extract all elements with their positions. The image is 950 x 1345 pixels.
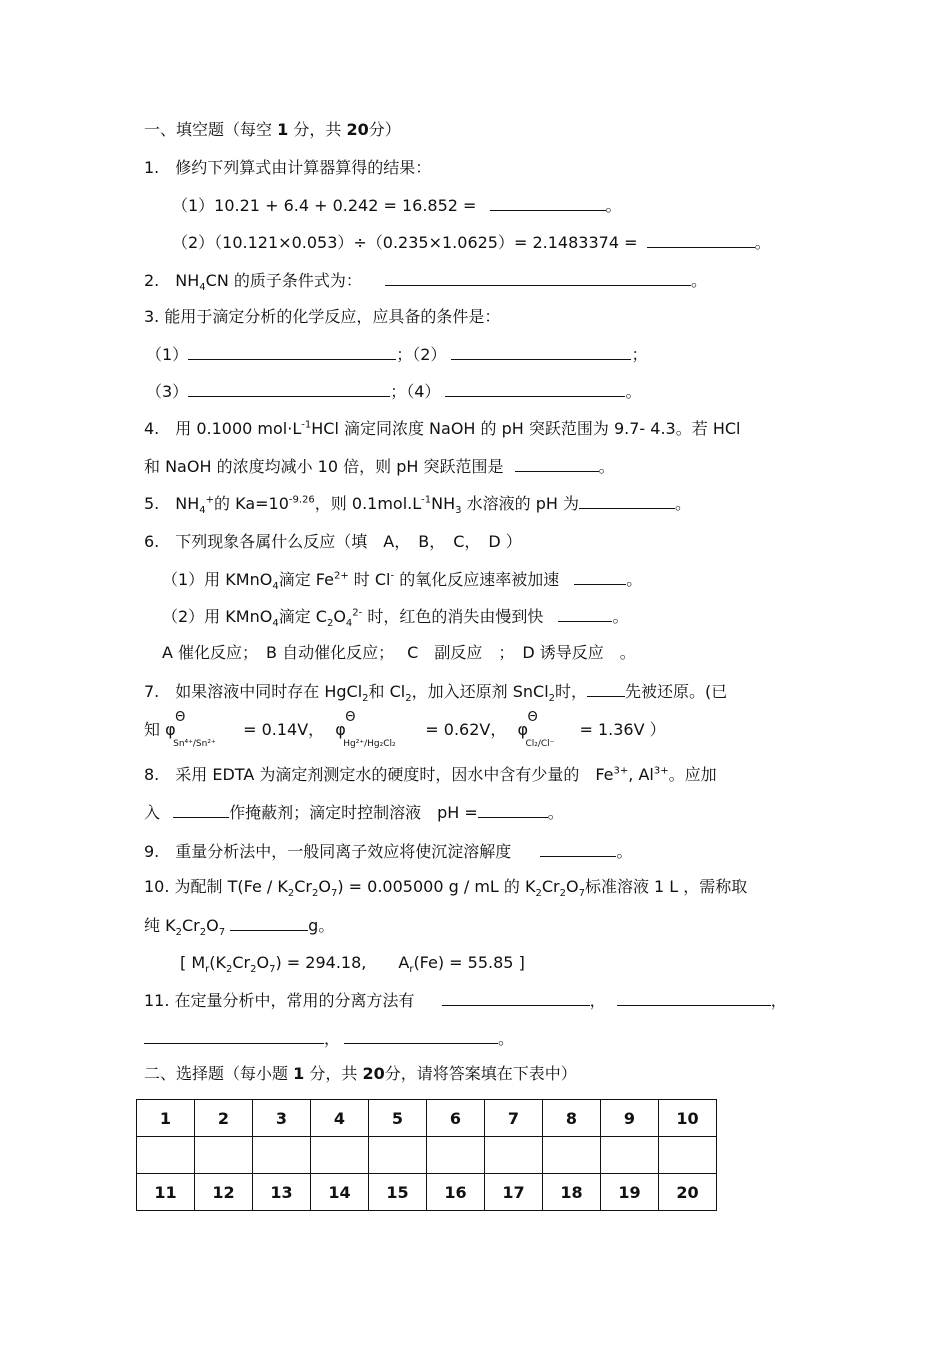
q10-l3s2: 2 <box>226 964 233 976</box>
q10-l2c: O <box>206 916 219 935</box>
section-2-title-text-2: 分，共 <box>309 1064 358 1083</box>
q6-p1-d: 的氧化反应速率被加速 <box>394 570 560 589</box>
theta-icon: Θ <box>175 710 186 725</box>
q6-part1-end: 。 <box>626 570 643 589</box>
q6-p1-c: 时 Cl <box>348 570 391 589</box>
q10-l2s2: 2 <box>199 927 207 939</box>
q10-l3e: ) = 294.18, A <box>275 953 410 972</box>
answer-number: 13 <box>253 1174 311 1211</box>
q10-l3s5: r <box>409 964 414 976</box>
q11-blank-1[interactable] <box>442 989 590 1006</box>
q5-text-d: NH <box>431 494 456 513</box>
q11-text: 11. 在定量分析中，常用的分离方法有 <box>144 991 415 1010</box>
q4-end: 。 <box>598 457 615 476</box>
q7-sub: 2 <box>362 693 369 705</box>
answer-number: 3 <box>253 1100 311 1137</box>
q1-part1-blank[interactable] <box>490 194 606 211</box>
answer-number: 19 <box>601 1174 659 1211</box>
q11-blank-2[interactable] <box>617 989 771 1006</box>
q2-end: 。 <box>690 271 707 290</box>
q7-blank[interactable] <box>587 680 625 697</box>
section-1-title-text-2: 分，共 <box>293 120 342 139</box>
answer-cell[interactable] <box>427 1137 485 1174</box>
q2-text-b: CN 的质子条件式为： <box>205 271 362 290</box>
q10-l2s1: 2 <box>175 927 182 939</box>
q6-part1 <box>162 568 642 591</box>
q4-text-b: HCl 滴定同浓度 NaOH 的 pH 突跃范围为 9.7- 4.3。若 HCl <box>311 419 741 438</box>
q11-blank-3[interactable] <box>144 1027 324 1044</box>
q9-blank[interactable] <box>540 840 616 857</box>
q5-sub2: 3 <box>455 505 462 517</box>
q3-blank-1[interactable] <box>188 343 396 360</box>
q7-text-c: ，加入还原剂 SnCl <box>411 682 549 701</box>
q5-sup2: -9.26 <box>288 494 315 506</box>
q8-text-a: 8. 采用 EDTA 为滴定剂测定水的硬度时，因水中含有少量的 Fe <box>144 765 614 784</box>
q3-semi: ； <box>631 345 648 364</box>
answer-number: 7 <box>485 1100 543 1137</box>
q1-part2 <box>172 231 771 254</box>
theta-icon: Θ <box>527 710 538 725</box>
q6-p2-d: 时，红色的消失由慢到快 <box>362 607 544 626</box>
q4-line1 <box>144 418 740 440</box>
q3-label-1: （1） <box>146 345 189 364</box>
answer-number: 1 <box>137 1100 195 1137</box>
q10-l3f: (Fe) = 55.85 ] <box>413 953 525 972</box>
q10-d: ) = 0.005000 g / mL 的 K <box>337 877 536 896</box>
q1-part1-text: （1）10.21 + 6.4 + 0.242 = 16.852 = <box>172 196 477 215</box>
q10-l3b: (K <box>209 953 226 972</box>
q1-part2-blank[interactable] <box>647 231 755 248</box>
q7-know: 知 <box>144 720 161 739</box>
q10-s5: 2 <box>559 888 566 900</box>
q10-s1: 2 <box>287 888 295 900</box>
q10-c: O <box>318 877 331 896</box>
q2-sub: 4 <box>199 282 206 294</box>
answer-number: 17 <box>485 1174 543 1211</box>
q8-sup2: 3+ <box>653 765 669 777</box>
q2 <box>144 269 707 292</box>
q7-potential-1 <box>165 710 243 749</box>
q3-blank-3[interactable] <box>188 380 390 397</box>
q10-g: 标准溶液 1 L ，需称取 <box>584 877 748 896</box>
answer-number: 15 <box>369 1174 427 1211</box>
q7-potential-2 <box>335 710 425 749</box>
answer-header-row-1 <box>137 1100 717 1137</box>
q2-blank[interactable] <box>385 269 691 286</box>
q10-e: Cr <box>541 877 560 896</box>
q8-blank-2[interactable] <box>478 801 548 818</box>
q1-part1 <box>172 194 622 217</box>
q4-sup: -1 <box>301 419 312 431</box>
answer-number: 2 <box>195 1100 253 1137</box>
q10-s2: 2 <box>312 888 319 900</box>
q8-text-c: 。应加 <box>668 765 717 784</box>
q4-line2 <box>144 455 615 478</box>
q5-end: 。 <box>674 494 691 513</box>
q6-p2-sub2: 2 <box>326 618 334 630</box>
q5-sub: 4 <box>199 505 206 517</box>
q3-blank-4[interactable] <box>445 380 625 397</box>
q10-l3d: O <box>256 953 270 972</box>
q11-end: 。 <box>498 1029 515 1048</box>
q10-line2 <box>144 914 334 937</box>
q3-row1 <box>146 343 647 366</box>
q1-part2-end: 。 <box>754 233 771 252</box>
answer-number: 10 <box>659 1100 717 1137</box>
answer-number: 9 <box>601 1100 659 1137</box>
q5-text-e: 水溶液的 pH 为 <box>461 494 579 513</box>
q7-text-d: 时， <box>555 682 588 701</box>
q6-p2-sub3: 4 <box>345 618 353 630</box>
q1-part2-text: （2）（10.121×0.053）÷（0.235×1.0625）= 2.1483374 = <box>172 233 638 252</box>
q8-sup1: 3+ <box>613 765 629 777</box>
q10-l3c: Cr <box>232 953 251 972</box>
q1-part1-end: 。 <box>605 196 622 215</box>
answer-header-row-2 <box>137 1174 717 1211</box>
q10-b: Cr <box>294 877 312 896</box>
q6-p1-sup2: - <box>390 570 395 582</box>
q5-blank[interactable] <box>579 492 675 509</box>
q11-comma-3: ， <box>324 1029 341 1048</box>
q6-p1-b: 滴定 Fe <box>278 570 334 589</box>
answer-cell[interactable] <box>543 1137 601 1174</box>
q7-sub2: 2 <box>405 693 412 705</box>
q6-p1-a: （1）用 KMnO <box>162 570 273 589</box>
q9 <box>144 840 632 863</box>
answer-number: 4 <box>311 1100 369 1137</box>
q7-text-e: 先被还原。(已 <box>625 682 728 701</box>
section-2-title-text-3: 分，请将答案填在下表中） <box>384 1064 577 1083</box>
answer-cell[interactable] <box>253 1137 311 1174</box>
q7-line2 <box>144 710 666 749</box>
phi-symbol: φ <box>165 720 176 739</box>
answer-number: 14 <box>311 1174 369 1211</box>
q11-line2 <box>144 1027 514 1050</box>
q10-l2d: g。 <box>308 916 335 935</box>
q10-l3s4: 7 <box>269 964 276 976</box>
q6-part2-blank[interactable] <box>558 605 612 622</box>
answer-cell[interactable] <box>601 1137 659 1174</box>
q2-text-a: 2. NH <box>144 271 200 290</box>
answer-cell[interactable] <box>195 1137 253 1174</box>
q10-a: 10. 为配制 T(Fe / K <box>144 877 288 896</box>
q5-sup: + <box>205 494 215 506</box>
phi-symbol: φ <box>517 720 529 739</box>
q7-couple-2: Hg²⁺/Hg₂Cl₂ <box>343 739 396 749</box>
answer-cell[interactable] <box>311 1137 369 1174</box>
q10-l3s3: 2 <box>250 964 257 976</box>
q6-p1-sup: 2+ <box>333 570 349 582</box>
q6-part1-blank[interactable] <box>574 568 626 585</box>
q7-line1 <box>144 680 727 703</box>
q6-p2-b: 滴定 C <box>278 607 327 626</box>
section-1-points: 1 <box>277 120 289 139</box>
answer-number: 12 <box>195 1174 253 1211</box>
q5-text-c: ，则 0.1mol.L <box>314 494 422 513</box>
q11-blank-4[interactable] <box>344 1027 498 1044</box>
q7-sub3: 2 <box>548 693 556 705</box>
q8-text-l2b: 作掩蔽剂；滴定时控制溶液 pH = <box>229 803 478 822</box>
q3-label-2: ；（2） <box>396 345 447 364</box>
q10-l2b: Cr <box>181 916 200 935</box>
q10-blank[interactable] <box>230 914 308 931</box>
q6-p2-c: O <box>333 607 346 626</box>
phi-symbol: φ <box>335 720 346 739</box>
q10-s4: 2 <box>535 888 542 900</box>
answer-number: 6 <box>427 1100 485 1137</box>
q8-text-l2a: 入 <box>144 803 161 822</box>
q5-sup3: -1 <box>421 494 432 506</box>
section-1-title <box>144 119 401 141</box>
q10-line1 <box>144 876 747 898</box>
q7-couple-1: Sn⁴⁺/Sn²⁺ <box>173 739 216 749</box>
q3-row2 <box>146 380 641 403</box>
answer-number: 11 <box>137 1174 195 1211</box>
q6-p2-sup: 2- <box>352 607 363 619</box>
q6-stem: 6. 下列现象各属什么反应（填 A， B， C， D ） <box>144 532 522 551</box>
answer-input-row <box>137 1137 717 1174</box>
theta-icon: Θ <box>345 710 356 725</box>
q8-line1 <box>144 764 717 786</box>
section-1-title-text: 一、填空题（每空 <box>144 120 273 139</box>
q1-stem: 1. 修约下列算式由计算器算得的结果： <box>144 158 432 177</box>
q7-value-1: = 0.14V， <box>243 720 325 739</box>
answer-cell[interactable] <box>137 1137 195 1174</box>
q9-text: 9. 重量分析法中，一般同离子效应将使沉淀溶解度 <box>144 842 512 861</box>
q8-end: 。 <box>547 803 564 822</box>
section-2-points: 1 <box>293 1064 305 1083</box>
q8-line2 <box>144 801 564 824</box>
q6-p1-sub: 4 <box>272 581 279 593</box>
q11-line1 <box>144 989 787 1012</box>
q7-value-2: = 0.62V， <box>425 720 507 739</box>
q10-f: O <box>565 877 579 896</box>
q10-line3 <box>180 952 525 974</box>
answer-cell[interactable] <box>369 1137 427 1174</box>
q6-part2 <box>162 605 628 628</box>
q4-line2-text: 和 NaOH 的浓度均减小 10 倍，则 pH 突跃范围是 <box>144 457 504 476</box>
q7-potential-3 <box>517 710 579 749</box>
q11-comma-2: ， <box>770 991 787 1010</box>
section-2-title <box>144 1063 577 1085</box>
answer-number: 18 <box>543 1174 601 1211</box>
answer-number: 20 <box>659 1174 717 1211</box>
answer-number: 16 <box>427 1174 485 1211</box>
q3-label-4: ；（4） <box>390 382 441 401</box>
q6-part2-end: 。 <box>612 607 629 626</box>
q6-p2-sub: 4 <box>272 618 279 630</box>
q8-text-b: , Al <box>628 765 654 784</box>
q3-end: 。 <box>625 382 642 401</box>
q7-text-a: 7. 如果溶液中同时存在 HgCl <box>144 682 363 701</box>
q4-blank[interactable] <box>515 455 599 472</box>
q10-s3: 7 <box>330 888 338 900</box>
q10-l2s3: 7 <box>218 927 226 939</box>
q3-label-3: （3） <box>146 382 189 401</box>
q8-blank-1[interactable] <box>173 801 229 818</box>
answer-cell[interactable] <box>659 1137 717 1174</box>
q4-text-a: 4. 用 0.1000 mol·L <box>144 419 302 438</box>
q3-stem: 3. 能用于滴定分析的化学反应，应具备的条件是： <box>144 307 501 326</box>
section-1-title-text-3: 分） <box>368 120 401 139</box>
q5-text-b: 的 Ka=10 <box>214 494 289 513</box>
answer-table <box>136 1099 717 1211</box>
q7-couple-3: Cl₂/Cl⁻ <box>525 739 555 749</box>
section-1-total: 20 <box>346 120 369 139</box>
q7-value-3: = 1.36V ） <box>579 720 666 739</box>
answer-cell[interactable] <box>485 1137 543 1174</box>
q9-end: 。 <box>616 842 633 861</box>
q11-comma-1: ， <box>589 991 606 1010</box>
answer-number: 5 <box>369 1100 427 1137</box>
q10-l2a: 纯 K <box>144 916 176 935</box>
answer-number: 8 <box>543 1100 601 1137</box>
q6-p2-a: （2）用 KMnO <box>162 607 273 626</box>
q7-text-b: 和 Cl <box>368 682 406 701</box>
q10-l3s1: r <box>205 964 210 976</box>
q5-text-a: 5. NH <box>144 494 200 513</box>
q3-blank-2[interactable] <box>451 343 631 360</box>
q6-options: A 催化反应； B 自动催化反应； C 副反应 ； D 诱导反应 。 <box>162 643 636 662</box>
q10-s6: 7 <box>578 888 585 900</box>
q5 <box>144 492 691 515</box>
section-2-title-text: 二、选择题（每小题 <box>144 1064 289 1083</box>
section-2-total: 20 <box>362 1064 385 1083</box>
q10-l3a: [ M <box>180 953 206 972</box>
